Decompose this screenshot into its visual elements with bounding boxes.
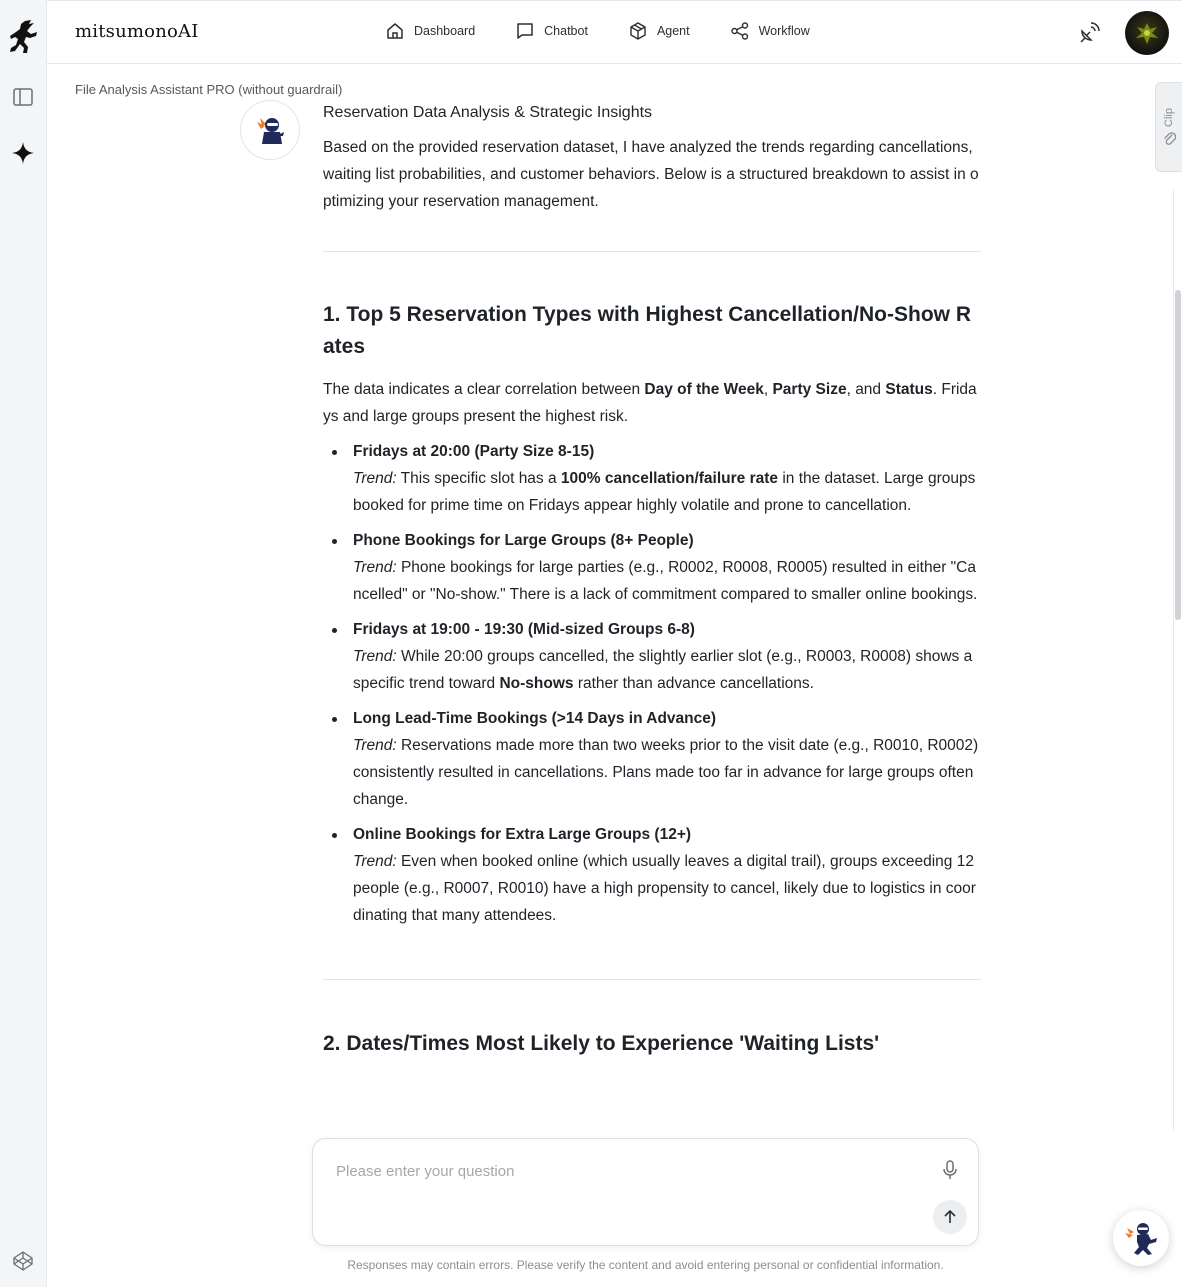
help-assistant-button[interactable] <box>1113 1210 1169 1266</box>
clip-label: Clip <box>1163 107 1175 127</box>
satellite-icon[interactable] <box>1077 21 1101 45</box>
lead-bold: Day of the Week <box>644 381 764 398</box>
microphone-icon[interactable] <box>938 1158 962 1182</box>
lead-text: The data indicates a clear correlation between <box>323 381 645 398</box>
bot-avatar <box>240 100 300 160</box>
body-text: in the dataset. Large groups booked for prime time on Fridays appear highly volatile and prone to cancellation. <box>353 470 976 514</box>
lead-text: , and <box>846 381 886 398</box>
divider <box>323 979 981 980</box>
nav-chatbot[interactable] <box>515 21 588 41</box>
send-button[interactable] <box>933 1200 967 1234</box>
list-item-body <box>353 848 981 929</box>
body-text: Phone bookings for large parties (e.g., R0002, R0008, R0005) resulted in either "Cancelled" or "No-show." There is a lack of commitment compared to smaller online bookings. <box>353 559 978 603</box>
list-item-title: Fridays at 20:00 (Party Size 8-15) <box>353 443 595 460</box>
question-input[interactable] <box>336 1159 916 1183</box>
list-item <box>323 705 981 813</box>
lead-bold: Party Size <box>772 381 847 398</box>
body-text: This specific slot has a <box>396 470 561 487</box>
user-avatar[interactable] <box>1125 11 1169 55</box>
assistant-message <box>323 100 981 1060</box>
nav-workflow[interactable] <box>730 21 810 41</box>
message-intro: Based on the provided reservation dataset, I have analyzed the trends regarding cancellations, waiting list probabilities, and customer behaviors. Below is a structured breakdown to assist in optimizing your reservation management. <box>323 139 979 210</box>
nav-workflow-label: Workflow <box>758 24 810 38</box>
nav-dashboard-label: Dashboard <box>414 24 476 38</box>
section1-heading: 1. Top 5 Reservation Types with Highest Cancellation/No-Show Rates <box>323 303 971 358</box>
risk-list <box>323 438 981 929</box>
chat-bubble-icon <box>515 21 535 41</box>
nav-chatbot-label: Chatbot <box>544 24 588 38</box>
ninja-mascot-icon <box>1121 1218 1161 1258</box>
clip-tab[interactable] <box>1155 82 1182 172</box>
top-header <box>47 0 1182 64</box>
body-text: While 20:00 groups cancelled, the slightly earlier slot (e.g., R0003, R0008) shows a specific trend toward <box>353 648 973 692</box>
nav-agent[interactable] <box>628 21 690 41</box>
arrow-up-icon <box>941 1208 959 1226</box>
list-item-body <box>353 732 981 813</box>
body-text: rather than advance cancellations. <box>573 675 814 692</box>
trend-label: Trend: <box>353 559 397 576</box>
lead-text: . Fridays and large groups present the highest risk. <box>323 381 977 425</box>
list-item-body <box>353 643 981 697</box>
question-input-box <box>312 1138 979 1246</box>
ninja-logo-icon[interactable] <box>7 18 39 56</box>
body-bold: 100% cancellation/failure rate <box>560 470 779 487</box>
home-icon <box>385 21 405 41</box>
trend-label: Trend: <box>353 470 397 487</box>
trend-label: Trend: <box>353 853 397 870</box>
section1-lead <box>323 376 981 430</box>
codepen-icon[interactable] <box>11 1249 35 1273</box>
disclaimer: Responses may contain errors. Please verify the content and avoid entering personal or confidential information. <box>347 1258 944 1272</box>
brand-name[interactable]: mitsumonoAI <box>75 21 199 42</box>
cube-icon <box>628 21 648 41</box>
main-nav <box>385 21 810 41</box>
section2-heading: 2. Dates/Times Most Likely to Experience 'Waiting Lists' <box>323 1032 880 1055</box>
list-item-title: Long Lead-Time Bookings (>14 Days in Advance) <box>353 710 717 727</box>
left-rail <box>0 0 47 1287</box>
list-item <box>323 527 981 608</box>
paperclip-icon <box>1162 130 1176 146</box>
list-item-title: Fridays at 19:00 - 19:30 (Mid-sized Groups 6-8) <box>353 621 695 638</box>
lead-bold: Status <box>885 381 933 398</box>
scrollbar-thumb[interactable] <box>1175 290 1181 620</box>
list-item-body <box>353 554 981 608</box>
body-text: Even when booked online (which usually leaves a digital trail), groups exceeding 12 people (e.g., R0007, R0010) have a high propensity to cancel, likely due to logistics in coordinating that many attendees. <box>353 853 976 924</box>
list-item-body <box>353 465 981 519</box>
nav-dashboard[interactable] <box>385 21 475 41</box>
nav-agent-label: Agent <box>656 24 690 38</box>
list-item <box>323 821 981 929</box>
list-item <box>323 616 981 697</box>
body-text: Reservations made more than two weeks prior to the visit date (e.g., R0010, R0002) consistently resulted in cancellations. Plans made too far in advance for large groups often change. <box>353 737 979 808</box>
trend-label: Trend: <box>353 648 397 665</box>
sidebar-toggle-icon[interactable] <box>11 85 35 109</box>
sparkle-icon[interactable] <box>11 141 35 165</box>
message-subtitle: Reservation Data Analysis & Strategic Insights <box>323 104 653 121</box>
body-bold: No-shows <box>499 675 574 692</box>
agent-name: File Analysis Assistant PRO (without guardrail) <box>75 82 343 97</box>
list-item-title: Online Bookings for Extra Large Groups (12+) <box>353 826 692 843</box>
lead-text: , <box>763 381 773 398</box>
list-item <box>323 438 981 519</box>
divider <box>323 251 981 252</box>
trend-label: Trend: <box>353 737 397 754</box>
list-item-title: Phone Bookings for Large Groups (8+ People) <box>353 532 694 549</box>
share-nodes-icon <box>730 21 750 41</box>
